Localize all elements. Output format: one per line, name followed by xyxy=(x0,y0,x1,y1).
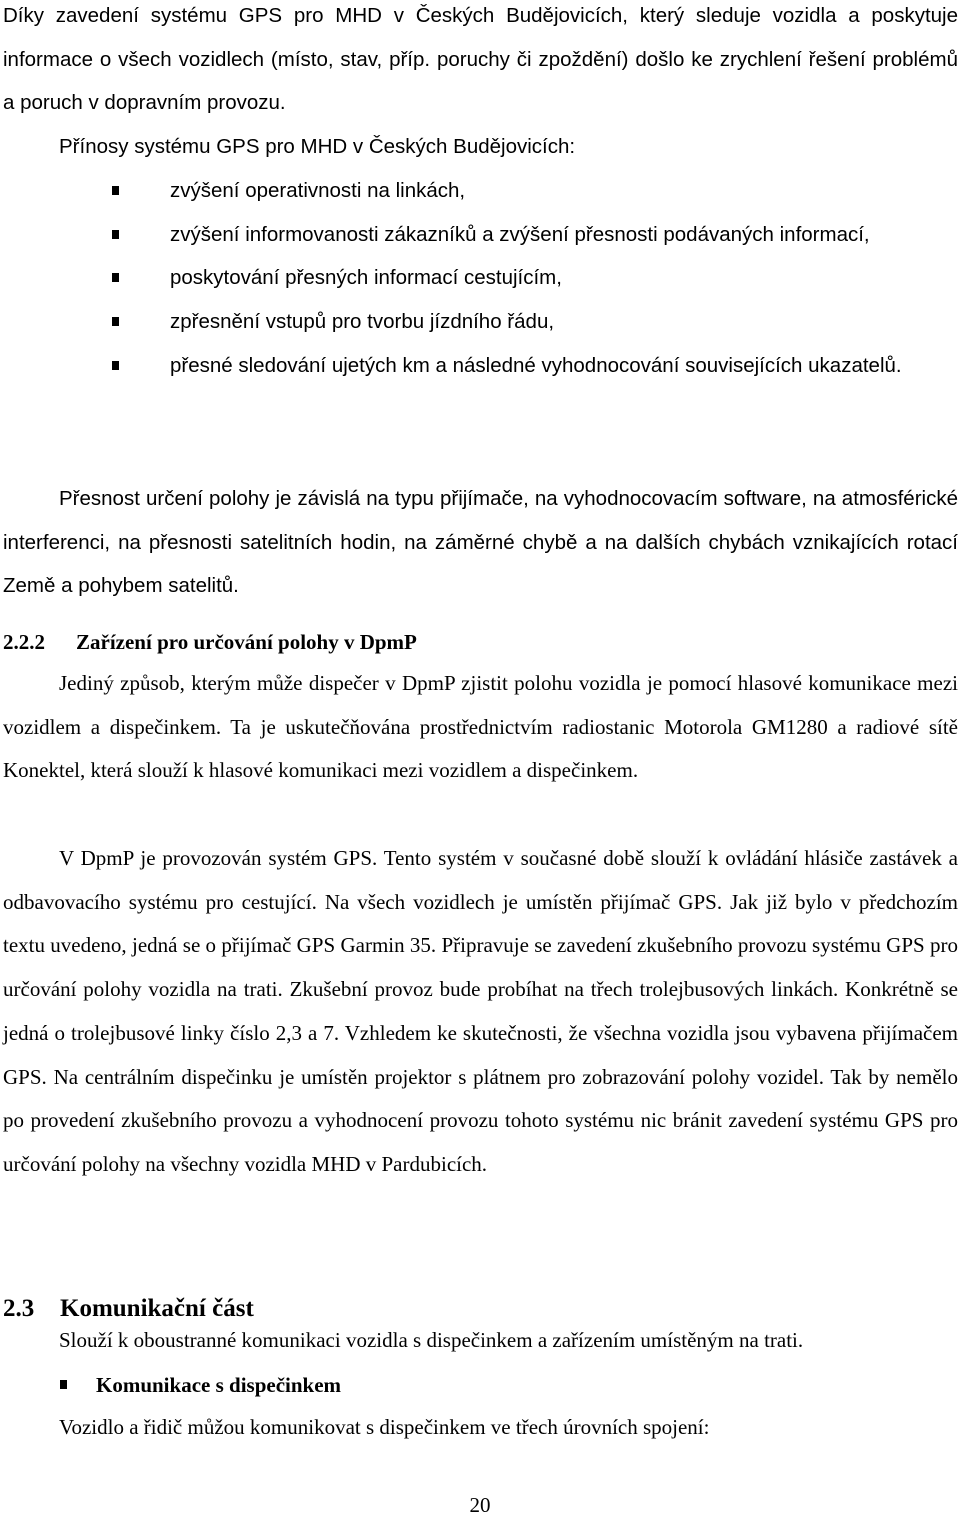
dispatch-paragraph: Jediný způsob, kterým může dispečer v DpmP zjistit polohu vozidla je pomocí hlasové komunikace mezi vozidlem a dispečinkem. Ta je uskutečňována prostřednictvím radiostanic Motorola GM1280 a radiové sítě Konektel, která slouží k hlasové komunikaci mezi vozidlem a dispečinkem. xyxy=(3,671,958,783)
section-number: 2.3 xyxy=(3,1295,35,1322)
square-bullet-icon xyxy=(112,273,119,282)
section-number: 2.2.2 xyxy=(3,630,45,654)
section-title: Zařízení pro určování polohy v DpmP xyxy=(76,630,417,654)
square-bullet-icon xyxy=(112,361,119,370)
square-bullet-icon xyxy=(112,317,119,326)
section-title: Komunikační část xyxy=(60,1295,254,1322)
accuracy-paragraph: Přesnost určení polohy je závislá na typu přijímače, na vyhodnocovacím software, na atmosférické interferenci, na přesnosti satelitních hodin, na záměrné chybě a na dalších chybách vznikajících rotací Země a pohybem satelitů. xyxy=(3,487,958,598)
square-bullet-icon xyxy=(112,230,119,239)
square-bullet-icon xyxy=(60,1380,67,1389)
benefits-intro: Přínosy systému GPS pro MHD v Českých Budějovicích: xyxy=(59,135,576,158)
list-item: poskytování přesných informací cestujícím, xyxy=(112,256,958,300)
benefits-list xyxy=(112,169,958,388)
communication-intro: Slouží k oboustranné komunikaci vozidla s dispečinkem a zařízením umístěným na trati. xyxy=(59,1328,804,1352)
subheading-label: Komunikace s dispečinkem xyxy=(96,1373,342,1397)
intro-paragraph: Díky zavedení systému GPS pro MHD v Českých Budějovicích, který sleduje vozidla a poskytuje informace o všech vozidlech (místo, stav, příp. poruchy či zpoždění) došlo ke zrychlení řešení problémů a poruch v dopravním provozu. xyxy=(3,4,958,115)
list-item: zvýšení informovanosti zákazníků a zvýšení přesnosti podávaných informací, xyxy=(112,213,958,257)
subheading-dispatch xyxy=(60,1370,341,1400)
square-bullet-icon xyxy=(112,186,119,195)
gps-paragraph: V DpmP je provozován systém GPS. Tento systém v současné době slouží k ovládání hlásiče zastávek a odbavovacího systému pro cestující. Na všech vozidlech je umístěn přijímač GPS. Jak již bylo v předchozím textu uvedeno, jedná se o přijímač GPS Garmin 35. Připravuje se zavedení zkušebního provozu systému GPS pro určování polohy vozidla na trati. Zkušební provoz bude probíhat na třech trolejbusových linkách. Konkrétně se jedná o trolejbusové linky číslo 2,3 a 7. Vzhledem ke skutečnosti, že všechna vozidla jsou vybavena přijímačem GPS. Na centrálním dispečinku je umístěn projektor s plátnem pro zobrazování polohy vozidel. Tak by nemělo po provedení zkušebního provozu a vyhodnocení provozu tohoto systému nic bránit zavedení systému GPS pro určování polohy na všechny vozidla MHD v Pardubicích. xyxy=(3,846,958,1176)
section-heading-2-2-2 xyxy=(3,627,417,657)
list-item: zpřesnění vstupů pro tvorbu jízdního řádu, xyxy=(112,300,958,344)
list-item: zvýšení operativnosti na linkách, xyxy=(112,169,958,213)
list-item: přesné sledování ujetých km a následné vyhodnocování souvisejících ukazatelů. xyxy=(112,344,958,388)
page-number: 20 xyxy=(469,1493,491,1517)
levels-paragraph: Vozidlo a řidič můžou komunikovat s dispečinkem ve třech úrovních spojení: xyxy=(59,1415,710,1439)
